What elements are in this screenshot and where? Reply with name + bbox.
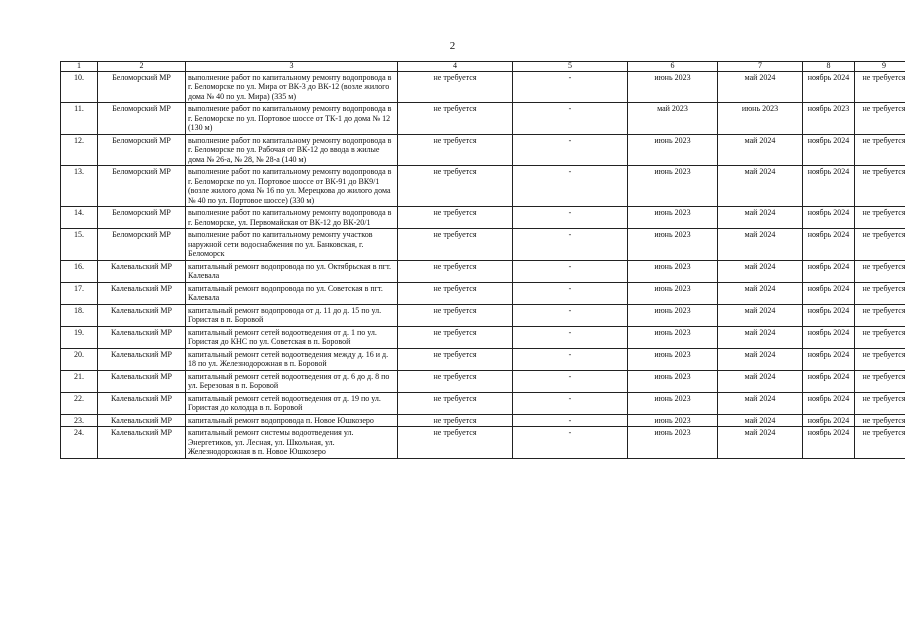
end-date-cell: май 2024 xyxy=(718,304,803,326)
expertise-cell: не требуется xyxy=(398,348,513,370)
expertise-cell: не требуется xyxy=(398,103,513,135)
commission-date-cell: ноябрь 2024 xyxy=(803,134,855,166)
end-date-cell: май 2024 xyxy=(718,282,803,304)
col-5-cell: - xyxy=(513,229,628,261)
district-cell: Беломорский МР xyxy=(98,229,186,261)
end-date-cell: май 2024 xyxy=(718,229,803,261)
row-number-cell: 10. xyxy=(61,71,98,103)
header-cell: 9 xyxy=(855,62,905,72)
district-cell: Беломорский МР xyxy=(98,103,186,135)
header-cell: 5 xyxy=(513,62,628,72)
expertise-cell: не требуется xyxy=(398,207,513,229)
work-description-cell: капитальный ремонт сетей водоотведения от д. 19 по ул. Гористая до колодца в п. Боровой xyxy=(186,392,398,414)
table-row xyxy=(61,71,905,103)
start-date-cell: июнь 2023 xyxy=(628,392,718,414)
col-5-cell: - xyxy=(513,326,628,348)
start-date-cell: июнь 2023 xyxy=(628,304,718,326)
col-9-cell: не требуется xyxy=(855,134,905,166)
start-date-cell: июнь 2023 xyxy=(628,326,718,348)
col-9-cell: не требуется xyxy=(855,326,905,348)
table-row xyxy=(61,348,905,370)
row-number-cell: 16. xyxy=(61,260,98,282)
header-cell: 6 xyxy=(628,62,718,72)
district-cell: Беломорский МР xyxy=(98,71,186,103)
header-cell: 2 xyxy=(98,62,186,72)
header-cell: 1 xyxy=(61,62,98,72)
works-table xyxy=(60,61,905,459)
start-date-cell: июнь 2023 xyxy=(628,166,718,207)
district-cell: Калевальский МР xyxy=(98,282,186,304)
expertise-cell: не требуется xyxy=(398,392,513,414)
col-5-cell: - xyxy=(513,370,628,392)
expertise-cell: не требуется xyxy=(398,304,513,326)
work-description-cell: капитальный ремонт сетей водоотведения между д. 16 и д. 18 по ул. Железнодорожная в п. Боровой xyxy=(186,348,398,370)
expertise-cell: не требуется xyxy=(398,414,513,427)
commission-date-cell: ноябрь 2024 xyxy=(803,304,855,326)
work-description-cell: выполнение работ по капитальному ремонту водопровода в г. Беломорске по ул. Мира от ВК-3 до ВК-12 (возле жилого дома № 40 по ул. Мира) (335 м) xyxy=(186,71,398,103)
end-date-cell: май 2024 xyxy=(718,260,803,282)
start-date-cell: июнь 2023 xyxy=(628,229,718,261)
start-date-cell: июнь 2023 xyxy=(628,282,718,304)
col-5-cell: - xyxy=(513,207,628,229)
district-cell: Калевальский МР xyxy=(98,370,186,392)
col-5-cell: - xyxy=(513,282,628,304)
col-9-cell: не требуется xyxy=(855,260,905,282)
table-row xyxy=(61,414,905,427)
district-cell: Калевальский МР xyxy=(98,414,186,427)
row-number-cell: 19. xyxy=(61,326,98,348)
expertise-cell: не требуется xyxy=(398,71,513,103)
table-row xyxy=(61,229,905,261)
table-row xyxy=(61,166,905,207)
row-number-cell: 12. xyxy=(61,134,98,166)
table-body xyxy=(61,62,905,459)
col-5-cell: - xyxy=(513,414,628,427)
header-cell: 3 xyxy=(186,62,398,72)
expertise-cell: не требуется xyxy=(398,282,513,304)
end-date-cell: май 2024 xyxy=(718,348,803,370)
row-number-cell: 13. xyxy=(61,166,98,207)
col-5-cell: - xyxy=(513,71,628,103)
commission-date-cell: ноябрь 2024 xyxy=(803,427,855,459)
commission-date-cell: ноябрь 2024 xyxy=(803,414,855,427)
district-cell: Калевальский МР xyxy=(98,304,186,326)
commission-date-cell: ноябрь 2024 xyxy=(803,326,855,348)
commission-date-cell: ноябрь 2024 xyxy=(803,370,855,392)
col-5-cell: - xyxy=(513,427,628,459)
work-description-cell: выполнение работ по капитальному ремонту водопровода в г. Беломорске по ул. Портовое шоссе от ТК-1 до дома № 12 (130 м) xyxy=(186,103,398,135)
col-9-cell: не требуется xyxy=(855,414,905,427)
work-description-cell: выполнение работ по капитальному ремонту водопровода в г. Беломорске по ул. Рабочая от ВК-12 до ввода в жилые дома № 26-а, № 28, № 28-а (140 м) xyxy=(186,134,398,166)
commission-date-cell: ноябрь 2024 xyxy=(803,207,855,229)
district-cell: Беломорский МР xyxy=(98,134,186,166)
table-row xyxy=(61,304,905,326)
row-number-cell: 20. xyxy=(61,348,98,370)
commission-date-cell: ноябрь 2024 xyxy=(803,166,855,207)
work-description-cell: капитальный ремонт водопровода от д. 11 до д. 15 по ул. Гористая в п. Боровой xyxy=(186,304,398,326)
start-date-cell: июнь 2023 xyxy=(628,260,718,282)
commission-date-cell: ноябрь 2024 xyxy=(803,392,855,414)
work-description-cell: выполнение работ по капитальному ремонту участков наружной сети водоснабжения по ул. Банковская, г. Беломорск xyxy=(186,229,398,261)
table-row xyxy=(61,103,905,135)
work-description-cell: капитальный ремонт водопровода по ул. Советская в пгт. Калевала xyxy=(186,282,398,304)
col-9-cell: не требуется xyxy=(855,370,905,392)
header-cell: 4 xyxy=(398,62,513,72)
table-row xyxy=(61,282,905,304)
district-cell: Калевальский МР xyxy=(98,427,186,459)
expertise-cell: не требуется xyxy=(398,260,513,282)
district-cell: Беломорский МР xyxy=(98,166,186,207)
col-9-cell: не требуется xyxy=(855,103,905,135)
row-number-cell: 15. xyxy=(61,229,98,261)
commission-date-cell: ноябрь 2023 xyxy=(803,103,855,135)
district-cell: Беломорский МР xyxy=(98,207,186,229)
work-description-cell: выполнение работ по капитальному ремонту водопровода в г. Беломорске по ул. Портовое шоссе от ВК-91 до ВК9/1 (возле жилого дома № 16 по ул. Мерецкова до жилого дома № 40 по ул. Портовое шоссе) (330 м) xyxy=(186,166,398,207)
row-number-cell: 18. xyxy=(61,304,98,326)
col-9-cell: не требуется xyxy=(855,166,905,207)
col-5-cell: - xyxy=(513,260,628,282)
col-5-cell: - xyxy=(513,392,628,414)
col-9-cell: не требуется xyxy=(855,304,905,326)
expertise-cell: не требуется xyxy=(398,166,513,207)
table-row xyxy=(61,207,905,229)
col-5-cell: - xyxy=(513,166,628,207)
end-date-cell: май 2024 xyxy=(718,370,803,392)
end-date-cell: май 2024 xyxy=(718,207,803,229)
commission-date-cell: ноябрь 2024 xyxy=(803,348,855,370)
expertise-cell: не требуется xyxy=(398,134,513,166)
row-number-cell: 17. xyxy=(61,282,98,304)
commission-date-cell: ноябрь 2024 xyxy=(803,71,855,103)
table-row xyxy=(61,392,905,414)
start-date-cell: июнь 2023 xyxy=(628,207,718,229)
district-cell: Калевальский МР xyxy=(98,392,186,414)
col-5-cell: - xyxy=(513,304,628,326)
end-date-cell: май 2024 xyxy=(718,166,803,207)
start-date-cell: июнь 2023 xyxy=(628,348,718,370)
work-description-cell: капитальный ремонт сетей водоотведения от д. 1 по ул. Гористая до КНС по ул. Советская в п. Боровой xyxy=(186,326,398,348)
table-row xyxy=(61,427,905,459)
col-9-cell: не требуется xyxy=(855,71,905,103)
district-cell: Калевальский МР xyxy=(98,326,186,348)
col-9-cell: не требуется xyxy=(855,229,905,261)
expertise-cell: не требуется xyxy=(398,326,513,348)
start-date-cell: июнь 2023 xyxy=(628,71,718,103)
col-9-cell: не требуется xyxy=(855,427,905,459)
end-date-cell: май 2024 xyxy=(718,414,803,427)
table-row xyxy=(61,370,905,392)
end-date-cell: май 2024 xyxy=(718,427,803,459)
table-row xyxy=(61,134,905,166)
col-5-cell: - xyxy=(513,103,628,135)
district-cell: Калевальский МР xyxy=(98,348,186,370)
table-row xyxy=(61,326,905,348)
commission-date-cell: ноябрь 2024 xyxy=(803,282,855,304)
district-cell: Калевальский МР xyxy=(98,260,186,282)
header-cell: 7 xyxy=(718,62,803,72)
start-date-cell: июнь 2023 xyxy=(628,134,718,166)
start-date-cell: июнь 2023 xyxy=(628,414,718,427)
row-number-cell: 24. xyxy=(61,427,98,459)
col-5-cell: - xyxy=(513,134,628,166)
header-cell: 8 xyxy=(803,62,855,72)
table-row xyxy=(61,260,905,282)
work-description-cell: капитальный ремонт водопровода п. Новое Юшкозеро xyxy=(186,414,398,427)
col-9-cell: не требуется xyxy=(855,207,905,229)
page-number: 2 xyxy=(449,40,456,52)
start-date-cell: май 2023 xyxy=(628,103,718,135)
row-number-cell: 11. xyxy=(61,103,98,135)
header-row xyxy=(61,62,905,72)
expertise-cell: не требуется xyxy=(398,370,513,392)
start-date-cell: июнь 2023 xyxy=(628,370,718,392)
col-9-cell: не требуется xyxy=(855,348,905,370)
col-9-cell: не требуется xyxy=(855,282,905,304)
row-number-cell: 22. xyxy=(61,392,98,414)
work-description-cell: капитальный ремонт водопровода по ул. Октябрьская в пгт. Калевала xyxy=(186,260,398,282)
end-date-cell: май 2024 xyxy=(718,71,803,103)
work-description-cell: выполнение работ по капитальному ремонту водопровода в г. Беломорске, ул. Первомайская от ВК-12 до ВК-20/1 xyxy=(186,207,398,229)
expertise-cell: не требуется xyxy=(398,229,513,261)
start-date-cell: июнь 2023 xyxy=(628,427,718,459)
end-date-cell: май 2024 xyxy=(718,134,803,166)
commission-date-cell: ноябрь 2024 xyxy=(803,229,855,261)
expertise-cell: не требуется xyxy=(398,427,513,459)
work-description-cell: капитальный ремонт сетей водоотведения от д. 6 до д. 8 по ул. Березовая в п. Боровой xyxy=(186,370,398,392)
row-number-cell: 23. xyxy=(61,414,98,427)
end-date-cell: май 2024 xyxy=(718,326,803,348)
work-description-cell: капитальный ремонт системы водоотведения ул. Энергетиков, ул. Лесная, ул. Школьная, ул. Железнодорожная в п. Новое Юшкозеро xyxy=(186,427,398,459)
row-number-cell: 21. xyxy=(61,370,98,392)
col-9-cell: не требуется xyxy=(855,392,905,414)
col-5-cell: - xyxy=(513,348,628,370)
commission-date-cell: ноябрь 2024 xyxy=(803,260,855,282)
end-date-cell: май 2024 xyxy=(718,392,803,414)
end-date-cell: июнь 2023 xyxy=(718,103,803,135)
row-number-cell: 14. xyxy=(61,207,98,229)
